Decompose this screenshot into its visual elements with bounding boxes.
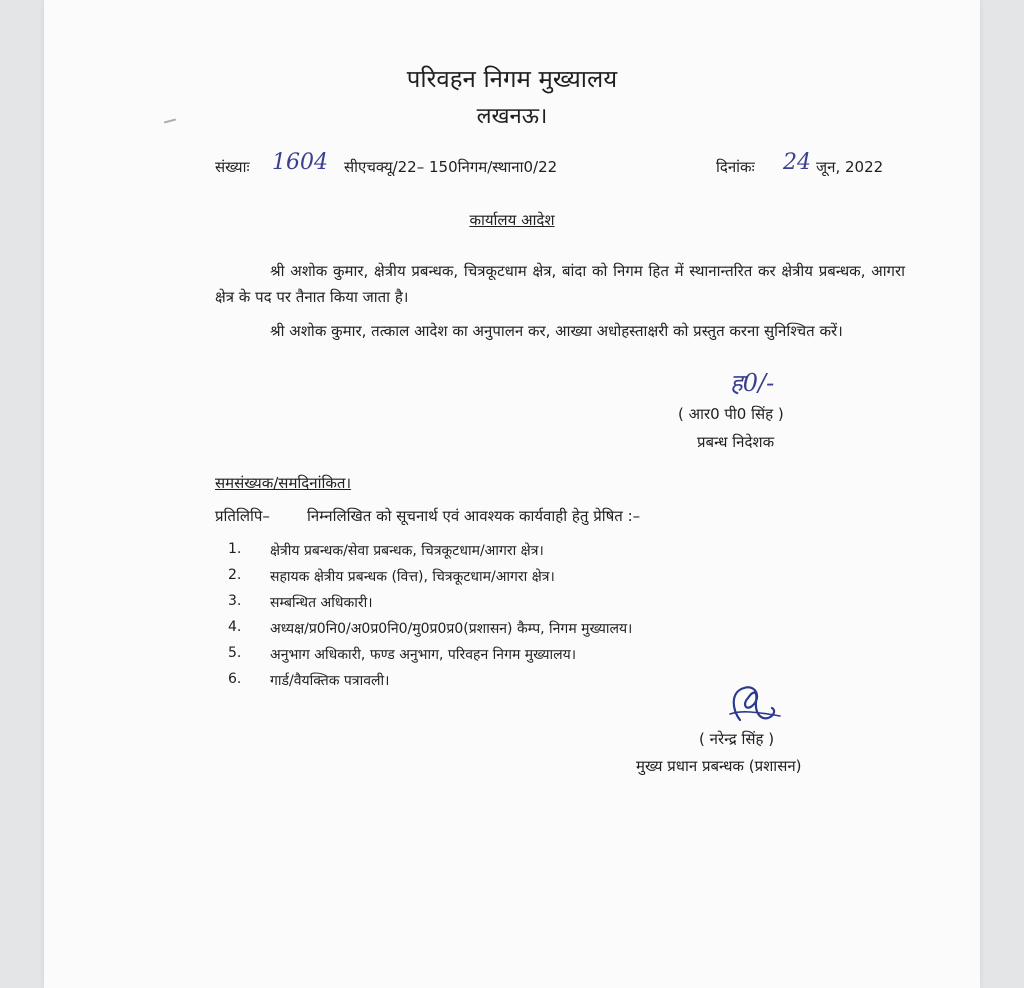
list-item-number: 4.	[228, 619, 242, 635]
list-item: अध्यक्ष/प्र0नि0/अ0प्र0नि0/मु0प्र0प्र0(प्रशासन) कैम्प, निगम मुख्यालय।	[270, 621, 633, 637]
signatory-2-name: ( नरेन्द्र सिंह )	[699, 730, 775, 748]
list-item: सम्बन्धित अधिकारी।	[270, 595, 373, 611]
ref-label: संख्याः	[215, 158, 250, 176]
list-item-number: 3.	[228, 593, 242, 609]
copy-intro-label: प्रतिलिपि–	[215, 507, 270, 525]
document-page	[44, 0, 980, 988]
order-paragraph-2: श्री अशोक कुमार, तत्काल आदेश का अनुपालन कर, आख्या अधोहस्ताक्षरी को प्रस्तुत करना सुनिश्चित करें।	[270, 322, 843, 340]
org-title: परिवहन निगम मुख्यालय	[406, 65, 618, 93]
ref-file-no: सीएचक्यू/22– 150निगम/स्थाना0/22	[344, 158, 558, 176]
date-rest: जून, 2022	[816, 158, 884, 176]
list-item-number: 5.	[228, 645, 242, 661]
date-label: दिनांकः	[716, 158, 755, 176]
order-paragraph-1: श्री अशोक कुमार, क्षेत्रीय प्रबन्धक, चित्रकूटधाम क्षेत्र, बांदा को निगम हित में स्थानान्तरित कर क्षेत्रीय प्रबन्धक, आगरा क्षेत्र के पद पर तैनात किया जाता है।	[215, 262, 905, 306]
list-item-number: 2.	[228, 567, 242, 583]
copy-intro: निम्नलिखित को सूचनार्थ एवं आवश्यक कार्यवाही हेतु प्रेषित :–	[307, 507, 641, 525]
list-item-number: 1.	[228, 541, 242, 557]
list-item: गार्ड/वैयक्तिक पत्रावली।	[270, 673, 390, 689]
list-item-number: 6.	[228, 671, 242, 687]
signatory-1-name: ( आर0 पी0 सिंह )	[678, 405, 784, 423]
signatory-2-designation: मुख्य प्रधान प्रबन्धक (प्रशासन)	[636, 757, 802, 775]
date-handwritten: 24	[783, 150, 811, 175]
list-item: सहायक क्षेत्रीय प्रबन्धक (वित्त), चित्रकूटधाम/आगरा क्षेत्र।	[270, 569, 555, 585]
list-item: क्षेत्रीय प्रबन्धक/सेवा प्रबन्धक, चित्रकूटधाम/आगरा क्षेत्र।	[270, 543, 544, 559]
ref-number-handwritten: 1604	[272, 150, 328, 175]
signature-scribble: ह0/-	[730, 369, 775, 397]
city-title: लखनऊ।	[476, 104, 548, 129]
signatory-1-designation: प्रबन्ध निदेशक	[697, 433, 775, 451]
list-item: अनुभाग अधिकारी, फण्ड अनुभाग, परिवहन निगम मुख्यालय।	[270, 647, 576, 663]
copy-heading: समसंख्यक/समदिनांकित।	[215, 474, 352, 492]
order-heading: कार्यालय आदेश	[469, 211, 555, 229]
signature-squiggle	[722, 680, 792, 730]
